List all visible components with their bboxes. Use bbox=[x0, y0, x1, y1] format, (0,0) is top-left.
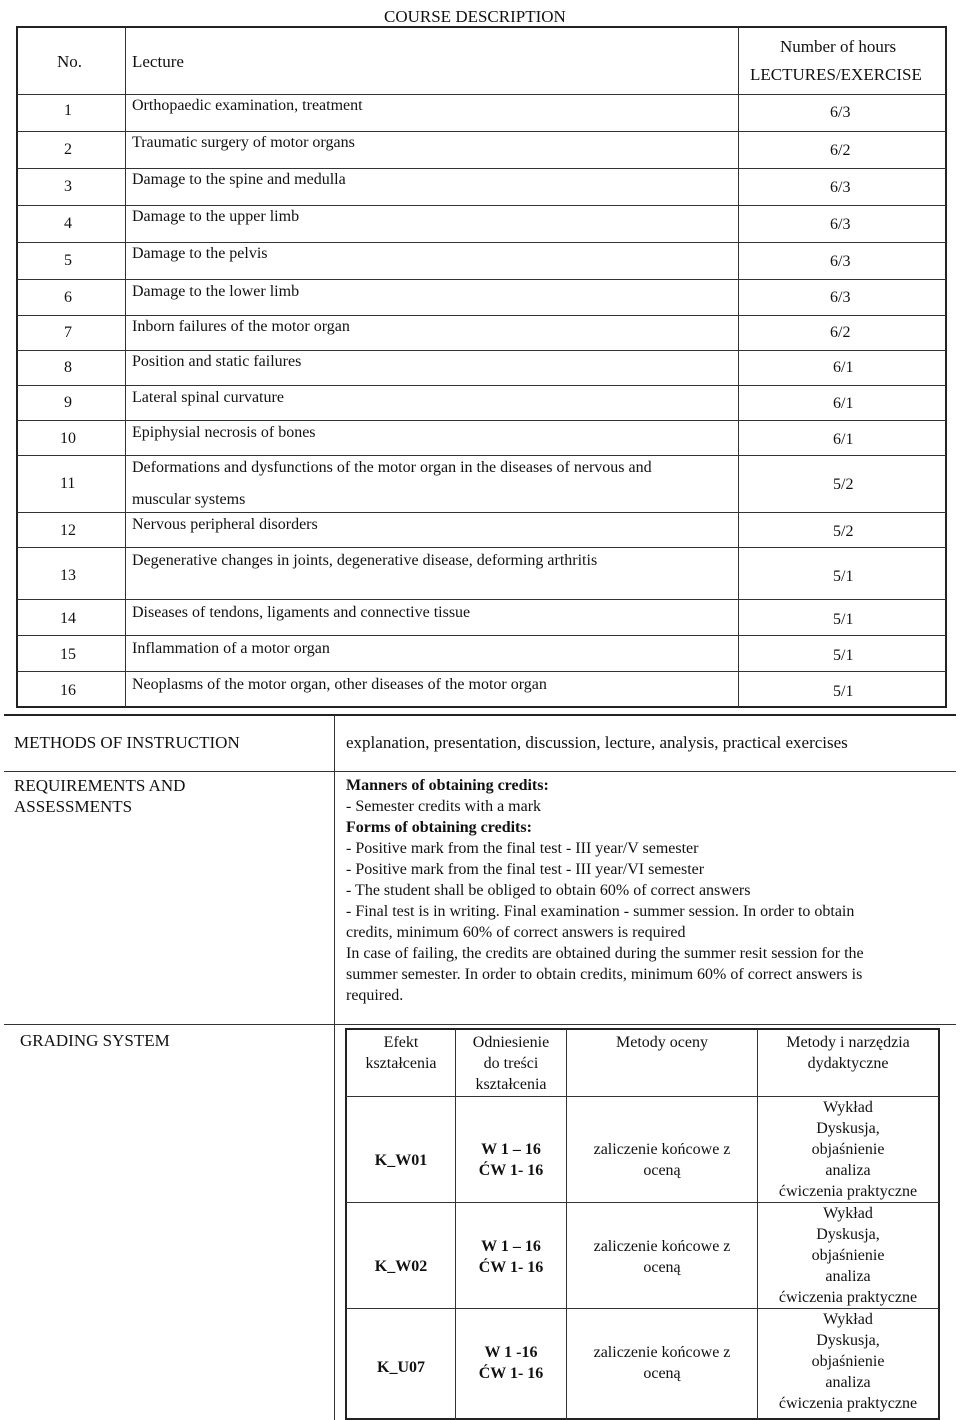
forms-item: - Positive mark from the final test - III year/VI semester bbox=[346, 861, 705, 878]
row-number: 3 bbox=[64, 178, 72, 195]
lecture-hours: 5/1 bbox=[833, 611, 854, 628]
lecture-title: Diseases of tendons, ligaments and connective tissue bbox=[132, 604, 471, 621]
lecture-title: Inborn failures of the motor organ bbox=[132, 318, 350, 335]
grading-header-reference: Odniesienie do treści kształcenia bbox=[472, 1034, 550, 1093]
lecture-hours: 5/1 bbox=[833, 683, 854, 700]
failing-text-continued: summer semester. In order to obtain credits, minimum 60% of correct answers is bbox=[346, 966, 863, 983]
requirements-label-continued: ASSESSMENTS bbox=[14, 797, 133, 816]
header-hours: Number of hours bbox=[780, 37, 897, 56]
assessment-method: zaliczenie końcowe z oceną bbox=[593, 1238, 731, 1276]
row-number: 1 bbox=[64, 102, 72, 119]
lecture-title: Position and static failures bbox=[132, 353, 302, 370]
teaching-tools: Wykład Dyskusja, objaśnienie analiza ćwiczenia praktyczne bbox=[778, 1311, 918, 1412]
row-number: 5 bbox=[64, 252, 72, 269]
lecture-title: Traumatic surgery of motor organs bbox=[132, 134, 355, 151]
lecture-title: Nervous peripheral disorders bbox=[132, 516, 318, 533]
row-number: 6 bbox=[64, 289, 72, 306]
lecture-title: Degenerative changes in joints, degenerative disease, deforming arthritis bbox=[132, 552, 598, 569]
lecture-hours: 6/1 bbox=[833, 359, 854, 376]
grading-header-tools: Metody i narzędzia dydaktyczne bbox=[786, 1034, 910, 1072]
failing-text-end: required. bbox=[346, 987, 404, 1004]
row-number: 8 bbox=[64, 359, 72, 376]
row-number: 7 bbox=[64, 324, 72, 341]
page-title: COURSE DESCRIPTION bbox=[384, 7, 566, 26]
lecture-title: Lateral spinal curvature bbox=[132, 389, 284, 406]
lecture-hours: 5/2 bbox=[833, 476, 854, 493]
header-no: No. bbox=[57, 52, 83, 71]
lecture-title: Deformations and dysfunctions of the motor organ in the diseases of nervous and bbox=[132, 459, 652, 476]
assessment-method: zaliczenie końcowe z oceną bbox=[593, 1344, 731, 1382]
row-number: 13 bbox=[60, 567, 76, 584]
lecture-title-continued: muscular systems bbox=[132, 491, 246, 508]
manners-heading: Manners of obtaining credits: bbox=[346, 777, 549, 794]
forms-item: - Positive mark from the final test - III year/V semester bbox=[346, 840, 699, 857]
effect-code: K_U07 bbox=[377, 1359, 425, 1376]
row-number: 9 bbox=[64, 394, 72, 411]
row-number: 15 bbox=[60, 646, 76, 663]
effect-code: K_W01 bbox=[374, 1152, 428, 1169]
grading-label: GRADING SYSTEM bbox=[20, 1031, 170, 1050]
teaching-tools: Wykład Dyskusja, objaśnienie analiza ćwiczenia praktyczne bbox=[778, 1205, 918, 1306]
lecture-hours: 6/1 bbox=[833, 431, 854, 448]
content-reference: W 1 – 16 ĆW 1- 16 bbox=[478, 1238, 544, 1276]
lecture-title: Neoplasms of the motor organ, other diseases of the motor organ bbox=[132, 676, 547, 693]
header-lecture: Lecture bbox=[132, 52, 184, 71]
effect-code: K_W02 bbox=[374, 1258, 428, 1275]
lecture-hours: 6/2 bbox=[830, 324, 851, 341]
forms-heading: Forms of obtaining credits: bbox=[346, 819, 532, 836]
lecture-title: Epiphysial necrosis of bones bbox=[132, 424, 316, 441]
requirements-content bbox=[346, 775, 946, 1006]
column-divider bbox=[125, 27, 126, 707]
lecture-hours: 5/1 bbox=[833, 568, 854, 585]
row-number: 2 bbox=[64, 141, 72, 158]
lecture-hours: 5/2 bbox=[833, 523, 854, 540]
row-number: 16 bbox=[60, 682, 76, 699]
failing-text: In case of failing, the credits are obtained during the summer resit session for the bbox=[346, 945, 864, 962]
final-test-text-continued: credits, minimum 60% of correct answers is required bbox=[346, 924, 686, 941]
column-divider bbox=[738, 27, 739, 707]
lecture-hours: 6/1 bbox=[833, 395, 854, 412]
assessment-method: zaliczenie końcowe z oceną bbox=[593, 1141, 731, 1179]
lecture-title: Orthopaedic examination, treatment bbox=[132, 97, 363, 114]
row-number: 10 bbox=[60, 430, 76, 447]
lecture-title: Damage to the lower limb bbox=[132, 283, 300, 300]
row-number: 14 bbox=[60, 610, 76, 627]
row-number: 4 bbox=[64, 215, 72, 232]
methods-value: explanation, presentation, discussion, lecture, analysis, practical exercises bbox=[346, 733, 848, 752]
lecture-hours: 6/3 bbox=[830, 253, 851, 270]
lecture-hours: 6/3 bbox=[830, 289, 851, 306]
grading-header-effect: Efekt kształcenia bbox=[365, 1034, 437, 1072]
lecture-hours: 5/1 bbox=[833, 647, 854, 664]
lecture-title: Damage to the spine and medulla bbox=[132, 171, 346, 188]
lecture-hours: 6/2 bbox=[830, 142, 851, 159]
header-hours-type: LECTURES/EXERCISE bbox=[750, 65, 922, 84]
row-number: 11 bbox=[60, 475, 76, 492]
lecture-title: Damage to the pelvis bbox=[132, 245, 268, 262]
requirements-label: REQUIREMENTS AND bbox=[14, 776, 186, 795]
content-reference: W 1 -16 ĆW 1- 16 bbox=[478, 1344, 544, 1382]
lecture-hours: 6/3 bbox=[830, 104, 851, 121]
lecture-title: Inflammation of a motor organ bbox=[132, 640, 330, 657]
lecture-title: Damage to the upper limb bbox=[132, 208, 300, 225]
lecture-hours: 6/3 bbox=[830, 179, 851, 196]
section-divider bbox=[334, 715, 335, 1420]
teaching-tools: Wykład Dyskusja, objaśnienie analiza ćwiczenia praktyczne bbox=[778, 1099, 918, 1200]
row-number: 12 bbox=[60, 522, 76, 539]
content-reference: W 1 – 16 ĆW 1- 16 bbox=[478, 1141, 544, 1179]
forms-item: - The student shall be obliged to obtain 60% of correct answers bbox=[346, 882, 751, 899]
final-test-text: - Final test is in writing. Final examination - summer session. In order to obtain bbox=[346, 903, 855, 920]
methods-label: METHODS OF INSTRUCTION bbox=[14, 733, 240, 752]
grading-header-methods: Metody oceny bbox=[616, 1034, 708, 1051]
manners-item: - Semester credits with a mark bbox=[346, 798, 542, 815]
lecture-hours: 6/3 bbox=[830, 216, 851, 233]
